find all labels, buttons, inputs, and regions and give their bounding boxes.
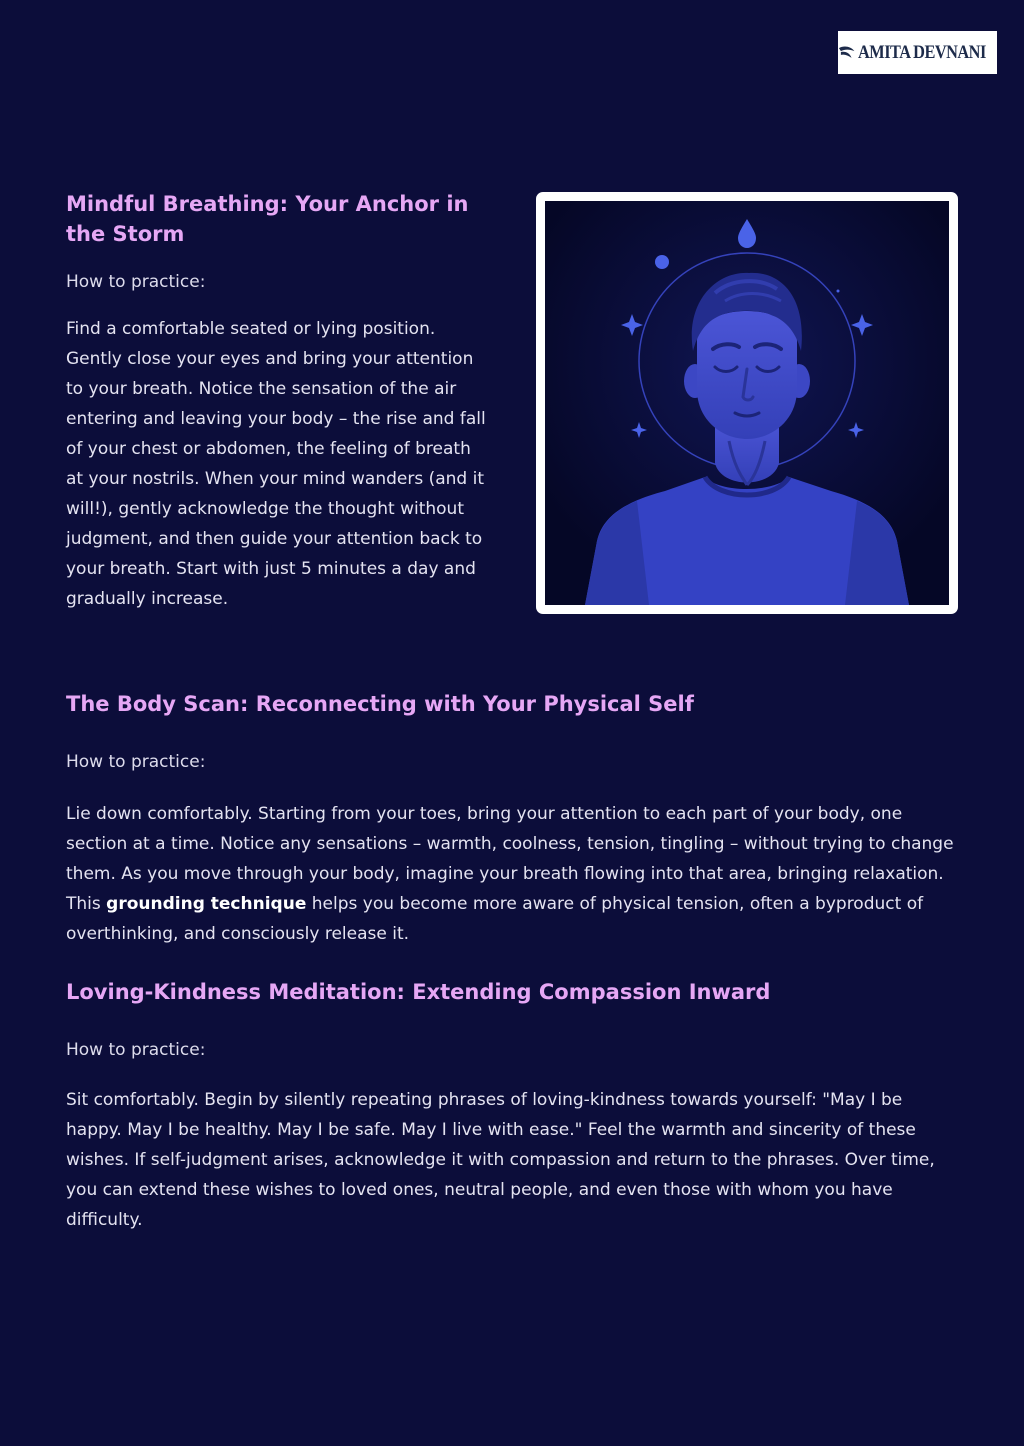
section-heading-mindful-breathing: Mindful Breathing: Your Anchor in the Storm (66, 192, 469, 246)
section-heading-loving-kindness: Loving-Kindness Meditation: Extending Compassion Inward (66, 980, 771, 1004)
section-body-body-scan: Lie down comfortably. Starting from your toes, bring your attention to each part of your body, one section at a time. Notice any sensations – warmth, coolness, tension, tingling – without trying to change them. As you move through your body, imagine your breath flowing into that area, bringing relaxation. This grounding technique helps you become more aware of physical tension, often a byproduct of overthinking, and consciously release it. (66, 804, 954, 944)
section-label-how-to-practice: How to practice: (66, 752, 206, 772)
section-body-loving-kindness: Sit comfortably. Begin by silently repeating phrases of loving-kindness towards yourself: "May I be happy. May I be healthy. May I be safe. May I live with ease." Feel the warmth and sincerity of these wishes. If self-judgment arises, acknowledge it with compassion and return to the phrases. Over time, you can extend these wishes to loved ones, neutral people, and even those with whom you have difficulty. (66, 1090, 935, 1230)
section-body-mindful-breathing: Find a comfortable seated or lying position. Gently close your eyes and bring your attention to your breath. Notice the sensation of the air entering and leaving your body – the rise and fall of your chest or abdomen, the feeling of breath at your nostrils. When your mind wanders (and it will!), gently acknowledge the thought without judgment, and then guide your attention back to your breath. Start with just 5 minutes a day and gradually increase. (66, 319, 486, 609)
meditation-illustration (536, 192, 958, 614)
quill-icon (838, 45, 855, 61)
brand-name: AMITA DEVNANI (858, 41, 987, 63)
highlight-grounding-technique: grounding technique (106, 894, 307, 914)
section-label-how-to-practice: How to practice: (66, 272, 206, 292)
section-heading-body-scan: The Body Scan: Reconnecting with Your Physical Self (66, 692, 694, 716)
brand-logo (838, 31, 997, 74)
section-label-how-to-practice: How to practice: (66, 1040, 206, 1060)
meditating-person-image (545, 201, 949, 605)
